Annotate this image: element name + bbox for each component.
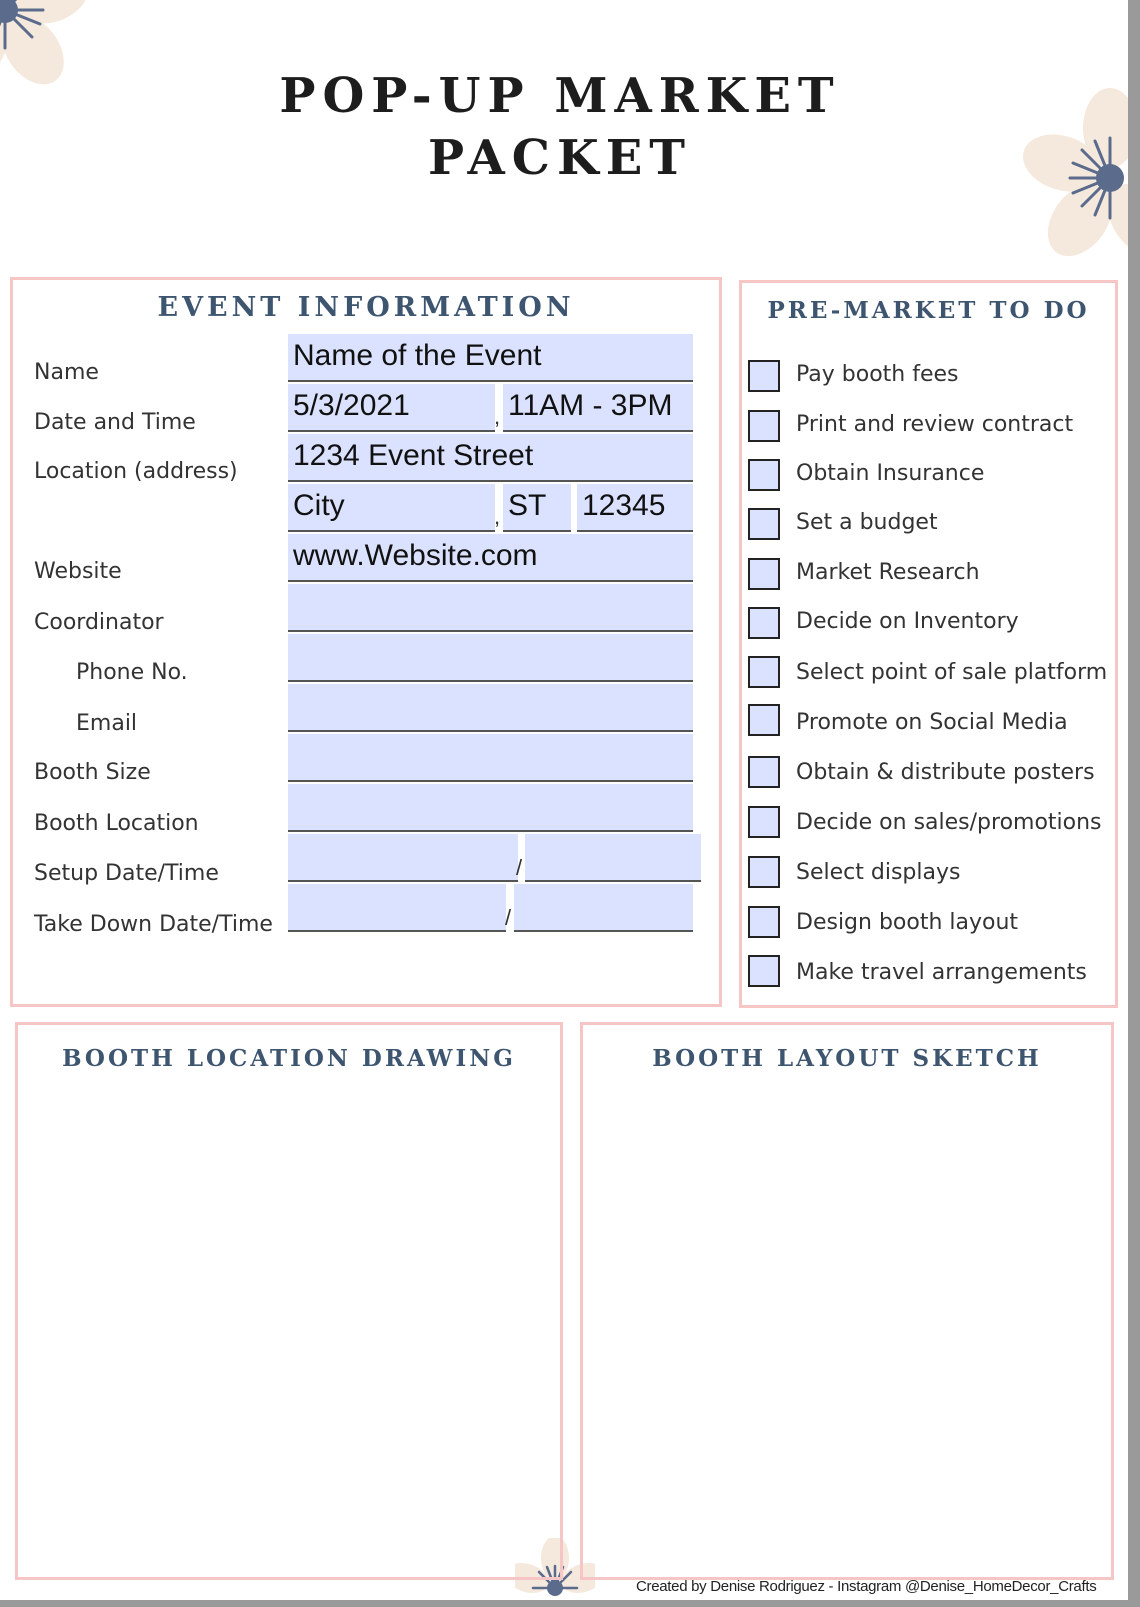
todo-checkbox[interactable] xyxy=(748,656,780,688)
comma-separator: , xyxy=(494,404,501,429)
coordinator-label: Coordinator xyxy=(34,610,164,635)
takedown-time-field[interactable] xyxy=(514,884,693,932)
page-title: POP-UP MARKET xyxy=(279,68,841,124)
todo-checkbox[interactable] xyxy=(748,704,780,736)
todo-item-label: Select point of sale platform xyxy=(796,660,1108,685)
location-label: Location (address) xyxy=(34,459,238,484)
todo-checkbox[interactable] xyxy=(748,558,780,590)
todo-item-label: Decide on Inventory xyxy=(796,609,1019,634)
todo-checkbox[interactable] xyxy=(748,806,780,838)
event-information-heading: EVENT INFORMATION xyxy=(157,292,575,323)
phone-field[interactable] xyxy=(288,634,693,682)
city-field[interactable]: City xyxy=(288,484,495,532)
slash-separator: / xyxy=(505,905,512,930)
takedown-date-field[interactable] xyxy=(288,884,506,932)
todo-checkbox[interactable] xyxy=(748,360,780,392)
state-field[interactable]: ST xyxy=(503,484,571,532)
event-time-field[interactable]: 11AM - 3PM xyxy=(503,384,693,432)
todo-item-label: Design booth layout xyxy=(796,910,1019,935)
todo-checkbox[interactable] xyxy=(748,607,780,639)
booth-size-field[interactable] xyxy=(288,734,693,782)
todo-item-label: Market Research xyxy=(796,560,980,585)
viewer-right-edge xyxy=(1128,0,1140,1607)
website-field[interactable]: www.Website.com xyxy=(288,534,693,582)
todo-item-label: Obtain Insurance xyxy=(796,461,985,486)
booth-size-label: Booth Size xyxy=(34,760,151,785)
viewer-bottom-edge xyxy=(0,1600,1140,1607)
booth-location-field[interactable] xyxy=(288,784,693,832)
phone-label: Phone No. xyxy=(76,660,188,685)
todo-item-label: Print and review contract xyxy=(796,412,1074,437)
todo-checkbox[interactable] xyxy=(748,856,780,888)
setup-date-field[interactable] xyxy=(288,834,518,882)
todo-item-label: Pay booth fees xyxy=(796,362,959,387)
booth-location-label: Booth Location xyxy=(34,811,199,836)
street-address-field[interactable]: 1234 Event Street xyxy=(288,434,693,482)
todo-checkbox[interactable] xyxy=(748,955,780,987)
todo-item-label: Make travel arrangements xyxy=(796,960,1087,985)
slash-separator: / xyxy=(516,855,523,880)
todo-item-label: Promote on Social Media xyxy=(796,710,1068,735)
todo-item-label: Obtain & distribute posters xyxy=(796,760,1095,785)
website-label: Website xyxy=(34,559,122,584)
event-date-field[interactable]: 5/3/2021 xyxy=(288,384,495,432)
todo-item-label: Select displays xyxy=(796,860,961,885)
todo-panel xyxy=(739,280,1118,1008)
todo-checkbox[interactable] xyxy=(748,906,780,938)
booth-layout-sketch-panel[interactable] xyxy=(580,1022,1114,1580)
email-label: Email xyxy=(76,711,138,736)
footer-credit: Created by Denise Rodriguez - Instagram @Denise_HomeDecor_Crafts xyxy=(636,1578,1097,1595)
zip-field[interactable]: 12345 xyxy=(577,484,693,532)
event-name-field[interactable]: Name of the Event xyxy=(288,334,693,382)
todo-item-label: Set a budget xyxy=(796,510,938,535)
takedown-label: Take Down Date/Time xyxy=(34,912,273,937)
setup-time-field[interactable] xyxy=(525,834,701,882)
setup-label: Setup Date/Time xyxy=(34,861,219,886)
booth-location-drawing-heading: BOOTH LOCATION DRAWING xyxy=(62,1045,516,1072)
todo-checkbox[interactable] xyxy=(748,508,780,540)
flower-top-right-icon xyxy=(1010,60,1128,290)
todo-heading: PRE-MARKET TO DO xyxy=(767,297,1090,324)
todo-checkbox[interactable] xyxy=(748,459,780,491)
email-field[interactable] xyxy=(288,684,693,732)
flower-top-left-icon xyxy=(0,0,125,145)
coordinator-field[interactable] xyxy=(288,584,693,632)
todo-checkbox[interactable] xyxy=(748,756,780,788)
date-time-label: Date and Time xyxy=(34,410,196,435)
page-title-line2: PACKET xyxy=(427,130,693,186)
booth-location-drawing-panel[interactable] xyxy=(15,1022,563,1580)
todo-item-label: Decide on sales/promotions xyxy=(796,810,1102,835)
name-label: Name xyxy=(34,360,99,385)
booth-layout-sketch-heading: BOOTH LAYOUT SKETCH xyxy=(652,1045,1042,1072)
comma-separator: , xyxy=(494,504,501,529)
todo-checkbox[interactable] xyxy=(748,410,780,442)
